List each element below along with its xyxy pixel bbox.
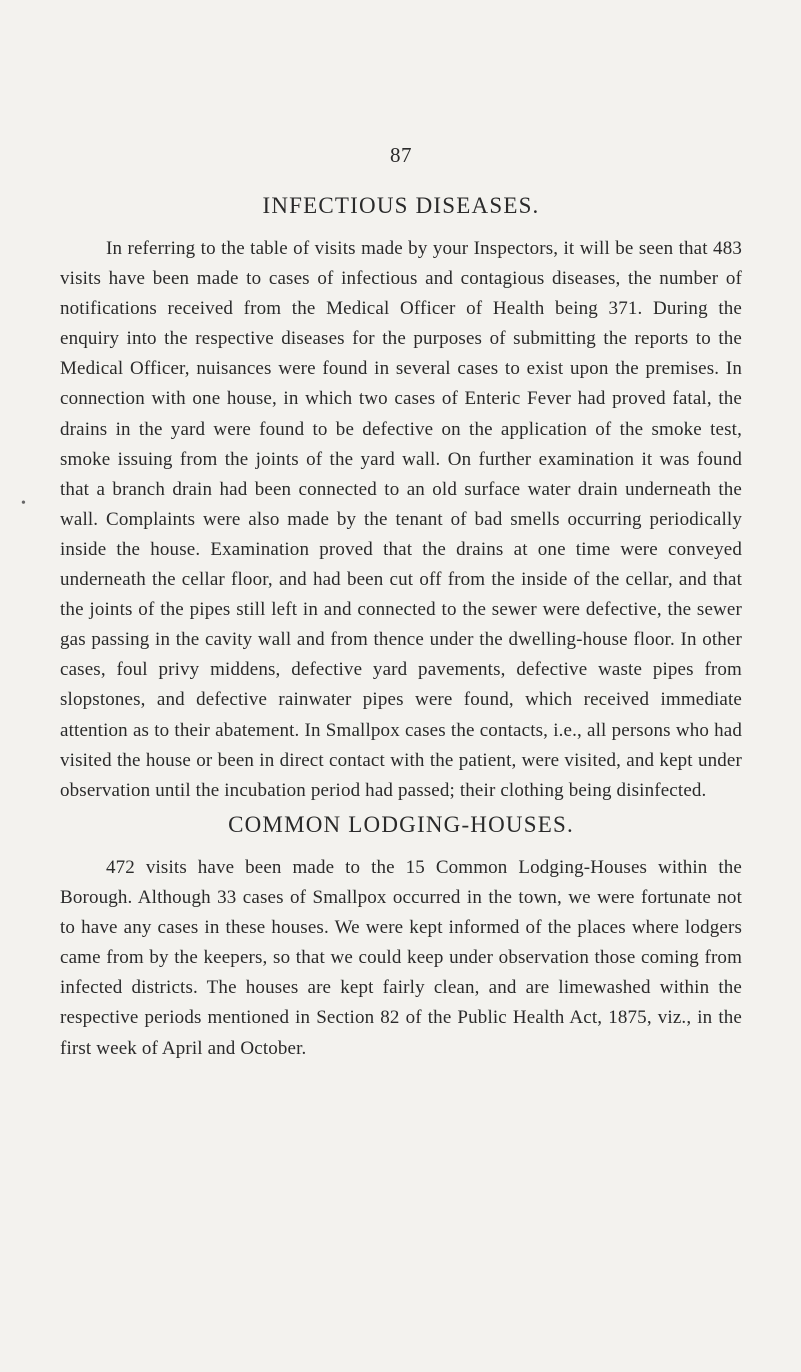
page-number: 87 [390, 143, 412, 167]
section-body-common-lodging-houses: 472 visits have been made to the 15 Common Lodging-Houses within the Borough. Although 33 cases of Smallpox occurred in the town, we were fortunate not to have any cases in these houses. We were kept informed of the places where lodgers came from by the keepers, so that we could keep under observation those coming from infected districts. The houses are kept fairly clean, and are limewashed within the respective periods mentioned in Section 82 of the Public Health Act, 1875, viz., in the first week of April and October. [60, 857, 742, 1059]
margin-mark: • [21, 496, 26, 511]
section-heading-common-lodging-houses: COMMON LODGING-HOUSES. [228, 812, 574, 837]
section-body-infectious-diseases: In referring to the table of visits made by your Inspectors, it will be seen that 483 visits have been made to cases of infectious and contagious diseases, the number of notifications received from the Medical Officer of Health being 371. During the enquiry into the respective diseases for the purposes of submitting the reports to the Medical Officer, nuisances were found in several cases to exist upon the premises. In connection with one house, in which two cases of Enteric Fever had proved fatal, the drains in the yard were found to be defective on the application of the smoke test, smoke issuing from the joints of the yard wall. On further examination it was found that a branch drain had been connected to an old surface water drain underneath the wall. Complaints were also made by the tenant of bad smells occurring periodically inside the house. Examination proved that the drains at one time were conveyed underneath the cellar floor, and had been cut off from the inside of the cellar, and that the joints of the pipes still left in and connected to the sewer were defective, the sewer gas passing in the cavity wall and from thence under the dwelling-house floor. In other cases, foul privy middens, defective yard pavements, defective waste pipes from slopstones, and defective rainwater pipes were found, which received immediate attention as to their abatement. In Smallpox cases the contacts, i.e., all persons who had visited the house or been in direct contact with the patient, were visited, and kept under observation until the incubation period had passed; their clothing being disinfected. [60, 238, 742, 801]
section-heading-infectious-diseases: INFECTIOUS DISEASES. [262, 193, 540, 218]
